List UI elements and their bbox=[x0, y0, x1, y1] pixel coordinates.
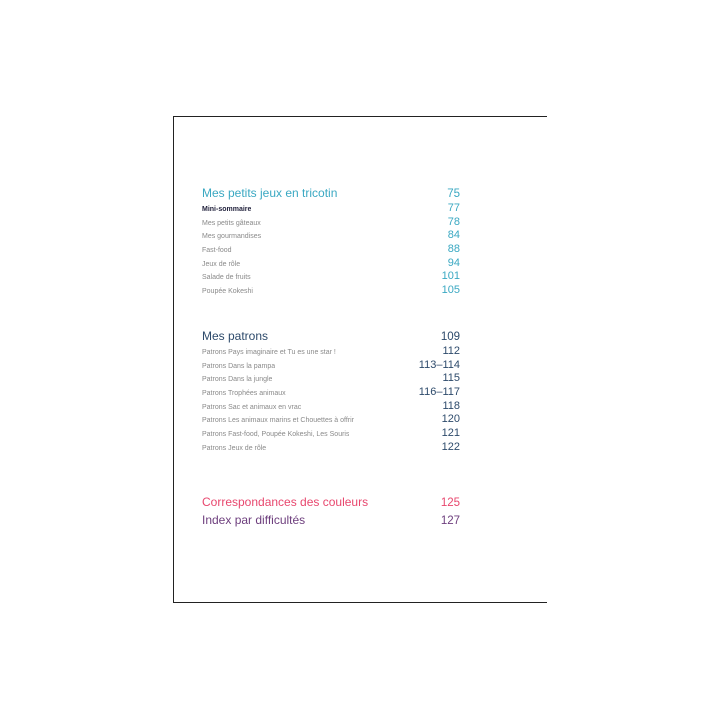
toc-item-label: Poupée Kokeshi bbox=[202, 288, 253, 296]
toc-item-label: Patrons Jeux de rôle bbox=[202, 444, 267, 452]
toc-item[interactable] bbox=[202, 413, 460, 427]
toc-item[interactable] bbox=[202, 202, 460, 216]
toc-item[interactable] bbox=[202, 216, 460, 230]
toc-page bbox=[173, 116, 547, 603]
toc-item-label: Patrons Les animaux marins et Chouettes à offrir bbox=[202, 417, 355, 425]
toc-item-label: Patrons Trophées animaux bbox=[202, 390, 286, 398]
toc-item-label: Fast-food bbox=[202, 247, 232, 255]
toc-item-page: 118 bbox=[442, 399, 460, 412]
toc-item-page: 112 bbox=[442, 345, 460, 357]
toc-item[interactable] bbox=[202, 229, 460, 243]
toc-item[interactable] bbox=[202, 284, 460, 298]
section-title: Mes patrons bbox=[202, 329, 269, 343]
section-page-number: 109 bbox=[440, 331, 460, 343]
toc-item[interactable] bbox=[202, 345, 460, 359]
extra-page-number: 125 bbox=[440, 497, 460, 509]
extra-title-row-colors[interactable] bbox=[202, 493, 460, 511]
toc-item-page: 88 bbox=[447, 243, 460, 256]
toc-item-label: Mes gourmandises bbox=[202, 233, 262, 241]
toc-item[interactable] bbox=[202, 359, 460, 373]
toc-item-label: Patrons Pays imaginaire et Tu es une star ! bbox=[202, 349, 336, 356]
toc-section-patrons bbox=[202, 327, 460, 455]
section-title-row[interactable] bbox=[202, 184, 460, 202]
toc-item-page: 78 bbox=[447, 215, 460, 228]
toc-item-page: 84 bbox=[447, 229, 460, 242]
toc-item[interactable] bbox=[202, 441, 460, 455]
toc-item-page: 120 bbox=[441, 413, 460, 426]
toc-item-page: 94 bbox=[447, 256, 460, 269]
toc-item-label: Patrons Dans la jungle bbox=[202, 376, 273, 384]
section-page-number: 75 bbox=[447, 188, 460, 200]
toc-item-label: Mini-sommaire bbox=[202, 206, 252, 213]
section-title: Mes petits jeux en tricotin bbox=[202, 186, 338, 200]
extra-page-number: 127 bbox=[440, 515, 460, 527]
toc-item-page: 122 bbox=[441, 440, 460, 453]
toc-item-label: Mes petits gâteaux bbox=[202, 219, 261, 227]
toc-item-label: Patrons Sac et animaux en vrac bbox=[202, 403, 302, 411]
extra-title: Correspondances des couleurs bbox=[202, 495, 369, 509]
toc-item-page: 77 bbox=[447, 202, 460, 214]
toc-item[interactable] bbox=[202, 386, 460, 400]
toc-item[interactable] bbox=[202, 427, 460, 441]
toc-item-label: Patrons Dans la pampa bbox=[202, 362, 276, 370]
toc-item-page: 113–114 bbox=[418, 358, 460, 371]
toc-item-page: 105 bbox=[441, 284, 460, 297]
toc-item[interactable] bbox=[202, 400, 460, 414]
toc-item-page: 115 bbox=[442, 372, 460, 385]
toc-item-label: Patrons Fast-food, Poupée Kokeshi, Les Souris bbox=[202, 431, 350, 439]
extra-title: Index par difficultés bbox=[202, 513, 306, 527]
toc-item[interactable] bbox=[202, 243, 460, 257]
section-title-row[interactable] bbox=[202, 327, 460, 345]
extra-title-row-index[interactable] bbox=[202, 511, 460, 529]
toc-item-label: Salade de fruits bbox=[202, 274, 251, 282]
toc-item-page: 116–117 bbox=[418, 386, 460, 399]
toc-item-label: Jeux de rôle bbox=[202, 260, 241, 268]
toc-section-extras bbox=[202, 493, 460, 529]
toc-item-page: 101 bbox=[441, 270, 460, 283]
toc-item[interactable] bbox=[202, 372, 460, 386]
toc-item[interactable] bbox=[202, 257, 460, 271]
toc-item[interactable] bbox=[202, 270, 460, 284]
toc-section-tricotin bbox=[202, 184, 460, 298]
toc-item-page: 121 bbox=[441, 427, 460, 440]
